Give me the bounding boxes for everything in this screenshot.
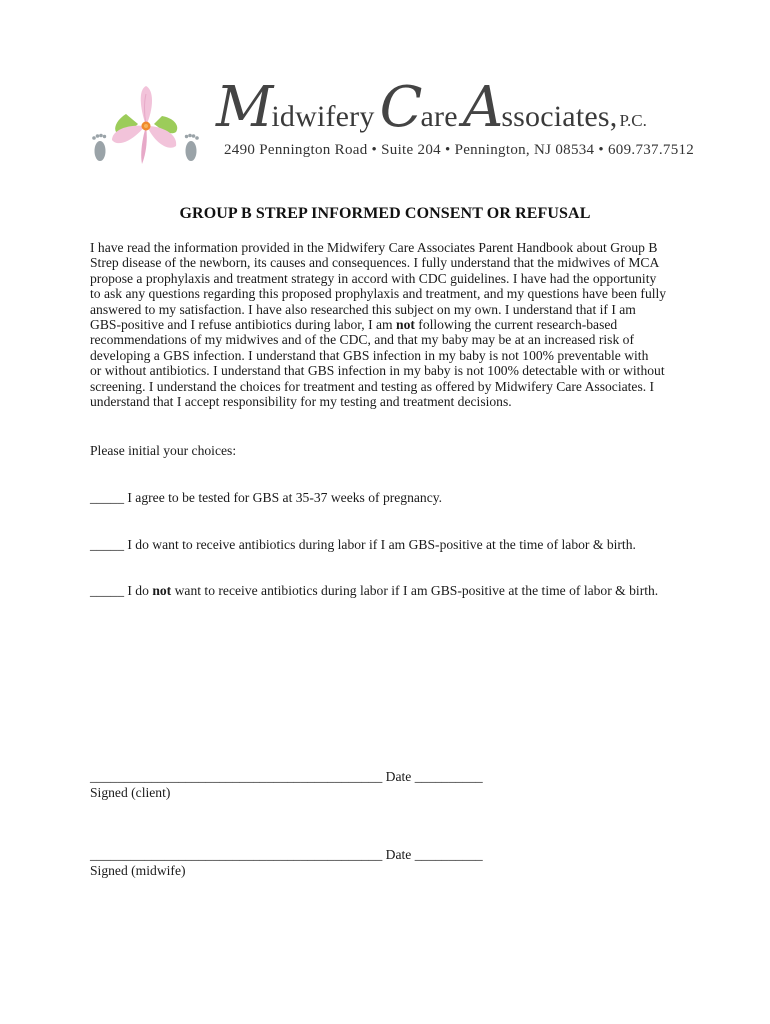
paragraph-line: understand that I accept responsibility for my testing and treatment decisions. <box>90 394 512 410</box>
emphasis-not: not <box>396 317 415 333</box>
logo-art <box>88 84 206 170</box>
midwife-signature-line[interactable]: ___________________________________________ Date __________ <box>90 847 483 862</box>
paragraph-line: Strep disease of the newborn, its causes and consequences. I fully understand that the midwives of MCA <box>90 255 660 271</box>
paragraph-line: to ask any questions regarding this proposed prophylaxis and treatment, and my questions have been fully <box>90 286 667 302</box>
midwife-signature-label: Signed (midwife) <box>90 863 186 878</box>
client-signature-label: Signed (client) <box>90 785 171 800</box>
paragraph-line: propose a prophylaxis and treatment strategy in accord with CDC guidelines. I have had the opportunity <box>90 270 657 286</box>
baby-footprint-icon <box>92 134 106 161</box>
initials-prompt: Please initial your choices: <box>90 443 237 458</box>
practice-address: 2490 Pennington Road • Suite 204 • Pennington, NJ 08534 • 609.737.7512 <box>224 142 695 158</box>
brand-suffix: P.C. <box>619 111 647 130</box>
paragraph-line: screening. I understand the choices for treatment and testing as offered by Midwifery Care Associates. I <box>90 378 655 394</box>
trillium-flower-icon <box>112 86 177 164</box>
choice-gbs-testing[interactable]: _____ I agree to be tested for GBS at 35-37 weeks of pregnancy. <box>90 490 443 505</box>
baby-footprint-icon <box>185 134 199 161</box>
letterhead <box>216 75 696 170</box>
brand-word-midwifery: Midwifery <box>216 75 375 140</box>
choice-want-antibiotics[interactable]: _____ I do want to receive antibiotics during labor if I am GBS-positive at the time of labor & birth. <box>90 537 636 552</box>
choice-refuse-antibiotics[interactable]: _____ I do not want to receive antibiotics during labor if I am GBS-positive at the time of labor & birth. <box>90 583 659 598</box>
paragraph-line: or without antibiotics. I understand that GBS infection in my baby is not 100% detectable with or without <box>90 363 665 379</box>
client-signature-line[interactable]: ___________________________________________ Date __________ <box>90 769 483 784</box>
paragraph-line: recommendations of my midwives and of the CDC, and that my baby may be at an increased risk of <box>90 332 634 348</box>
practice-name <box>216 75 647 140</box>
paragraph-line: I have read the information provided in the Midwifery Care Associates Parent Handbook about Group B <box>90 240 658 255</box>
consent-paragraph <box>90 240 690 409</box>
emphasis-not: not <box>152 583 172 598</box>
document-title: GROUP B STREP INFORMED CONSENT OR REFUSAL <box>179 205 591 222</box>
paragraph-line: GBS-positive and I refuse antibiotics during labor, I am not following the current research-based <box>90 317 618 333</box>
paragraph-line: answered to my satisfaction. I have also researched this subject on my own. I understand that if I am <box>90 301 636 317</box>
brand-word-associates: Associates, <box>462 75 618 140</box>
paragraph-line: developing a GBS infection. I understand that GBS infection in my baby is not 100% preventable with <box>90 347 649 363</box>
brand-word-care: Care <box>379 75 458 140</box>
